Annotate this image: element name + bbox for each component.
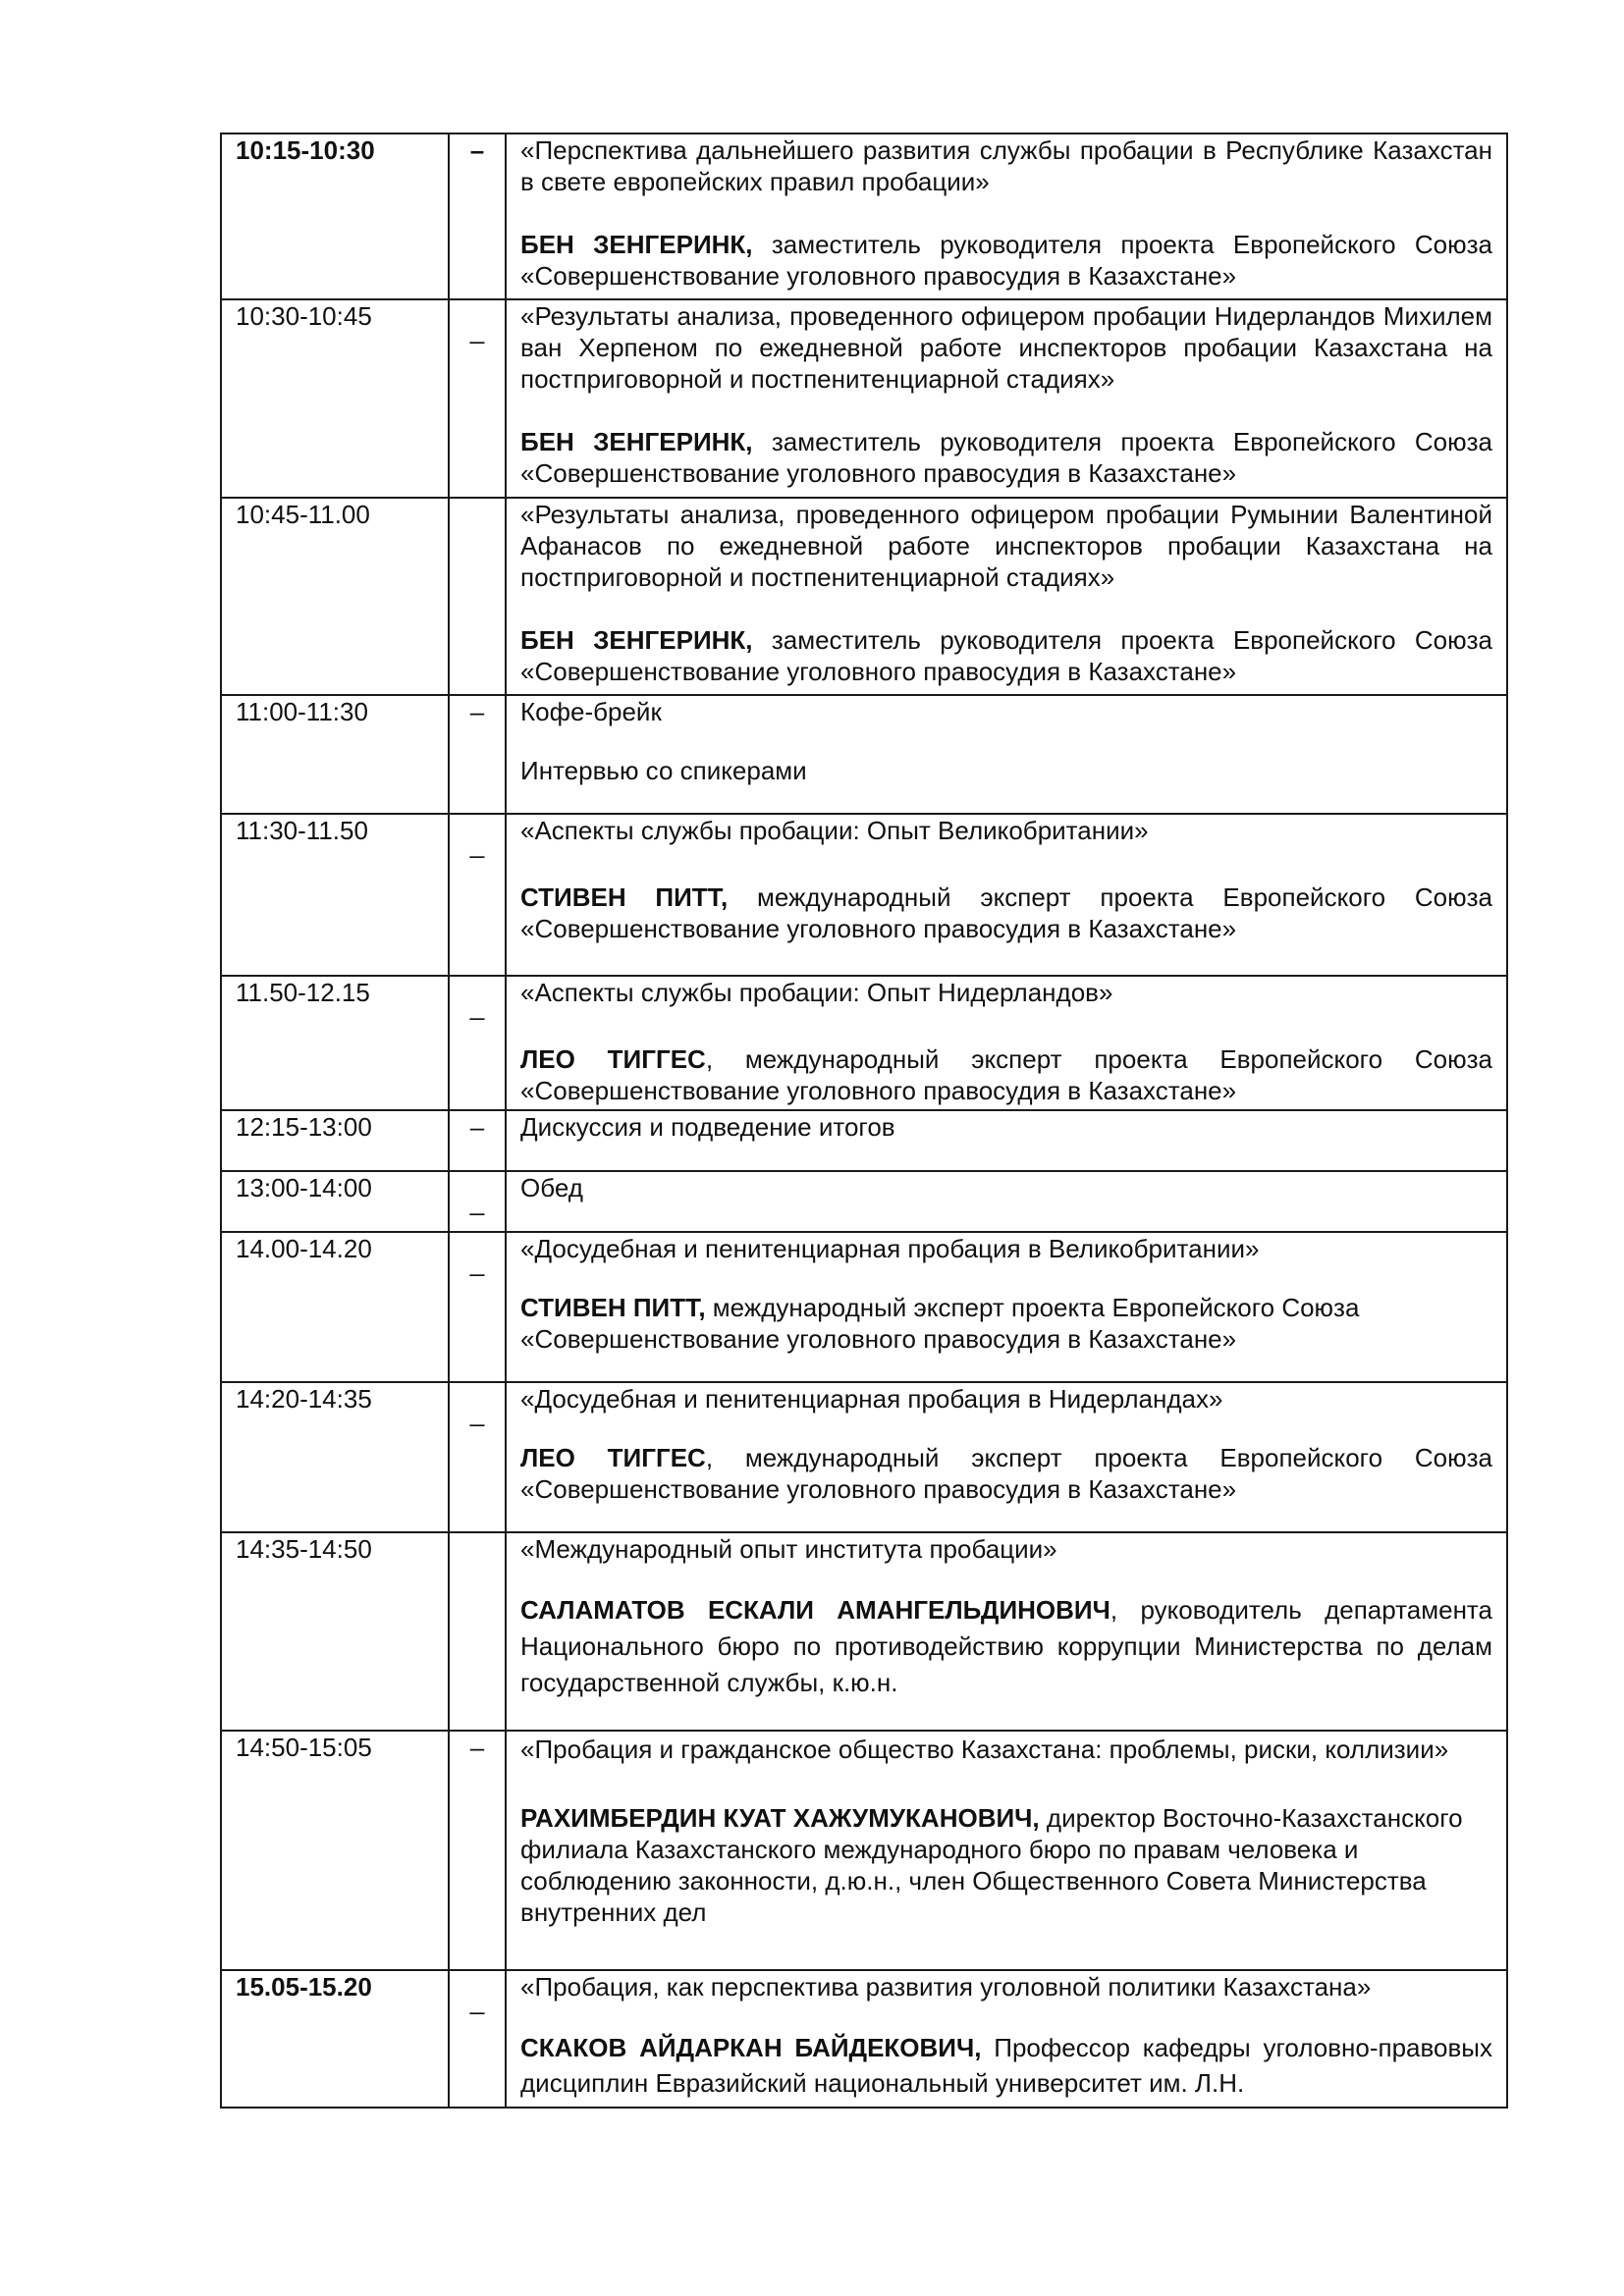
time-slot: 14:20-14:35	[236, 1384, 372, 1414]
speaker-name: ЛЕО ТИГГЕС	[520, 1443, 706, 1472]
speaker-name: САЛАМАТОВ ЕСКАЛИ АМАНГЕЛЬДИНОВИЧ	[520, 1595, 1110, 1625]
session-topic: «Пробация, как перспектива развития уголовной политики Казахстана»	[520, 1972, 1372, 2002]
speaker-info	[520, 1802, 1492, 1928]
dash-separator: _	[469, 991, 485, 1021]
speaker-info	[520, 624, 1492, 687]
dash-separator: _	[469, 1398, 485, 1427]
speaker-name: БЕН ЗЕНГЕРИНК,	[520, 230, 753, 259]
time-slot: 12:15-13:00	[236, 1112, 372, 1142]
table-row	[221, 133, 1507, 299]
speaker-name: БЕН ЗЕНГЕРИНК,	[520, 427, 753, 456]
dash-separator: –	[469, 1112, 485, 1142]
speaker-name: СКАКОВ АЙДАРКАН БАЙДЕКОВИЧ,	[520, 2033, 982, 2062]
dash-separator: _	[469, 1187, 485, 1216]
speaker-info	[520, 1043, 1492, 1106]
session-topic: «Аспекты службы пробации: Опыт Великобритании»	[520, 816, 1149, 845]
table-row	[221, 1532, 1507, 1731]
session-topic: «Результаты анализа, проведенного офицером пробации Румынии Валентиной Афанасов по ежедневной работе инспекторов пробации Казахстана на постприговорной и постпенитенциарной стадиях»	[520, 500, 1492, 592]
speaker-name: РАХИМБЕРДИН КУАТ ХАЖУМУКАНОВИЧ,	[520, 1803, 1040, 1833]
session-topic: Дискуссия и подведение итогов	[520, 1112, 895, 1142]
table-row	[221, 1232, 1507, 1382]
session-topic: «Перспектива дальнейшего развития службы пробации в Республике Казахстан в свете европейских правил пробации»	[520, 135, 1492, 196]
speaker-info	[520, 2030, 1492, 2101]
speaker-info	[520, 1592, 1492, 1701]
table-row	[221, 1382, 1507, 1532]
session-topic: «Досудебная и пенитенциарная пробация в Нидерландах»	[520, 1384, 1223, 1414]
table-row	[221, 498, 1507, 695]
speaker-description: директор Восточно-Казахстанского филиала Казахстанского международного бюро по правам человека и соблюдению законности, д.ю.н., член Общественного Совета Министерства внутренних дел	[520, 1803, 1463, 1927]
dash-separator: _	[469, 315, 485, 345]
session-note: Интервью со спикерами	[520, 756, 807, 785]
session-topic: «Аспекты службы пробации: Опыт Нидерландов»	[520, 978, 1113, 1007]
dash-separator: _	[469, 1248, 485, 1277]
speaker-name: ЛЕО ТИГГЕС	[520, 1044, 706, 1074]
dash-separator: –	[469, 697, 485, 726]
table-row	[221, 1171, 1507, 1232]
time-slot: 14:50-15:05	[236, 1733, 372, 1762]
time-slot: 14.00-14.20	[236, 1234, 372, 1263]
table-row	[221, 976, 1507, 1110]
speaker-description: международный эксперт проекта Европейского Союза «Совершенствование уголовного правосудия в Казахстане»	[520, 1293, 1360, 1354]
table-row	[221, 1970, 1507, 2108]
dash-separator: –	[469, 135, 485, 165]
table-row	[221, 814, 1507, 976]
time-slot: 15.05-15.20	[236, 1972, 372, 2002]
speaker-description: заместитель руководителя проекта Европейского Союза «Совершенствование уголовного правосудия в Казахстане»	[520, 625, 1492, 686]
table-row	[221, 299, 1507, 498]
session-topic: Обед	[520, 1173, 583, 1202]
dash-separator: _	[469, 829, 485, 859]
session-topic: Кофе-брейк	[520, 697, 662, 726]
time-slot: 13:00-14:00	[236, 1173, 372, 1202]
time-slot: 10:15-10:30	[236, 135, 375, 165]
dash-separator: _	[469, 1986, 485, 2015]
session-topic: «Международный опыт института пробации»	[520, 1534, 1057, 1564]
speaker-name: БЕН ЗЕНГЕРИНК,	[520, 625, 753, 655]
speaker-description: заместитель руководителя проекта Европейского Союза «Совершенствование уголовного правосудия в Казахстане»	[520, 427, 1492, 488]
speaker-name: СТИВЕН ПИТТ,	[520, 1293, 706, 1322]
session-topic: «Результаты анализа, проведенного офицером пробации Нидерландов Михилем ван Херпеном по ежедневной работе инспекторов пробации Казахстана на постприговорной и постпенитенциарной стадиях»	[520, 301, 1492, 394]
session-topic: «Пробация и гражданское общество Казахстана: проблемы, риски, коллизии»	[520, 1735, 1449, 1764]
speaker-info	[520, 1442, 1492, 1505]
speaker-description: , руководитель департамента Национального бюро по противодействию коррупции Министерства по делам государственной службы, к.ю.н.	[520, 1595, 1492, 1697]
time-slot: 11:00-11:30	[236, 697, 368, 726]
speaker-info	[520, 881, 1492, 944]
time-slot: 10:45-11.00	[236, 500, 370, 529]
time-slot: 11.50-12.15	[236, 978, 370, 1007]
table-row	[221, 1731, 1507, 1970]
time-slot: 11:30-11.50	[236, 816, 368, 845]
speaker-description: заместитель руководителя проекта Европейского Союза «Совершенствование уголовного правосудия в Казахстане»	[520, 230, 1492, 291]
table-row	[221, 1110, 1507, 1171]
dash-separator: –	[469, 1733, 485, 1762]
time-slot: 14:35-14:50	[236, 1534, 372, 1564]
speaker-description: международный эксперт проекта Европейского Союза «Совершенствование уголовного правосудия в Казахстане»	[520, 882, 1492, 943]
time-slot: 10:30-10:45	[236, 301, 372, 331]
speaker-info	[520, 229, 1492, 292]
agenda-table	[220, 133, 1508, 2109]
speaker-description: , международный эксперт проекта Европейского Союза «Совершенствование уголовного правосудия в Казахстане»	[520, 1044, 1492, 1105]
speaker-info	[520, 426, 1492, 489]
session-topic: «Досудебная и пенитенциарная пробация в Великобритании»	[520, 1234, 1260, 1263]
speaker-description: , международный эксперт проекта Европейского Союза «Совершенствование уголовного правосудия в Казахстане»	[520, 1443, 1492, 1504]
speaker-info	[520, 1292, 1492, 1355]
speaker-description: Профессор кафедры уголовно-правовых дисциплин Евразийский национальный университет им. Л.Н.	[520, 2033, 1492, 2098]
speaker-name: СТИВЕН ПИТТ,	[520, 882, 729, 912]
table-row	[221, 695, 1507, 814]
